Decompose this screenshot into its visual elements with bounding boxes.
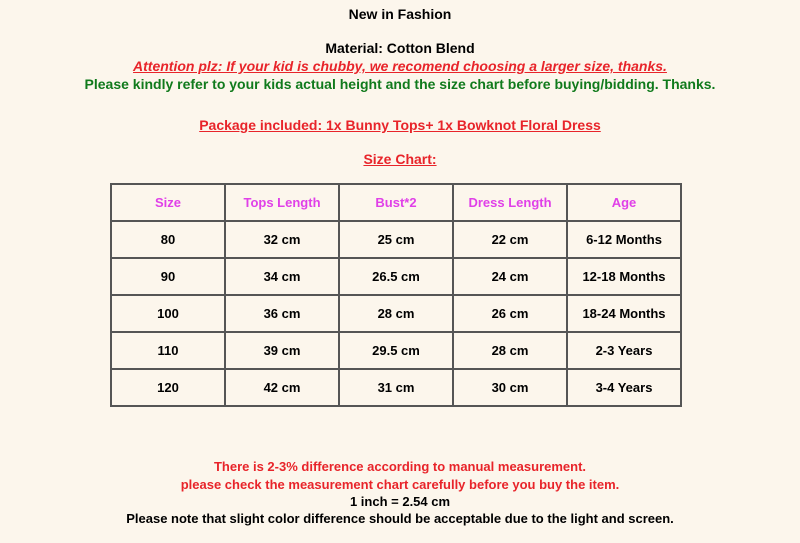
cell-dress-length: 28 cm	[453, 332, 567, 369]
size-chart-heading: Size Chart:	[363, 151, 437, 167]
cell-bust: 31 cm	[339, 369, 453, 406]
cell-tops-length: 39 cm	[225, 332, 339, 369]
cell-tops-length: 34 cm	[225, 258, 339, 295]
table-header-row	[111, 184, 681, 221]
inch-conversion-note: 1 inch = 2.54 cm	[349, 494, 451, 509]
table-row	[111, 258, 681, 295]
table-row	[111, 221, 681, 258]
cell-bust: 28 cm	[339, 295, 453, 332]
cell-bust: 29.5 cm	[339, 332, 453, 369]
measurement-difference-note: There is 2-3% difference according to manual measurement.	[213, 459, 587, 474]
table-row	[111, 295, 681, 332]
attention-notice: Attention plz: If your kid is chubby, we recomend choosing a larger size, thanks.	[133, 58, 667, 74]
table-row	[111, 332, 681, 369]
cell-size: 100	[111, 295, 225, 332]
package-included: Package included: 1x Bunny Tops+ 1x Bowknot Floral Dress	[199, 117, 601, 133]
cell-age: 3-4 Years	[567, 369, 681, 406]
cell-size: 110	[111, 332, 225, 369]
cell-age: 18-24 Months	[567, 295, 681, 332]
header-bust: Bust*2	[339, 184, 453, 221]
cell-bust: 26.5 cm	[339, 258, 453, 295]
cell-tops-length: 42 cm	[225, 369, 339, 406]
cell-dress-length: 24 cm	[453, 258, 567, 295]
cell-dress-length: 30 cm	[453, 369, 567, 406]
page-title: New in Fashion	[348, 6, 452, 22]
cell-tops-length: 36 cm	[225, 295, 339, 332]
size-chart-table	[110, 183, 682, 407]
cell-bust: 25 cm	[339, 221, 453, 258]
cell-tops-length: 32 cm	[225, 221, 339, 258]
cell-size: 90	[111, 258, 225, 295]
material-text: Material: Cotton Blend	[325, 40, 475, 56]
cell-age: 12-18 Months	[567, 258, 681, 295]
header-tops-length: Tops Length	[225, 184, 339, 221]
cell-age: 2-3 Years	[567, 332, 681, 369]
cell-size: 80	[111, 221, 225, 258]
cell-dress-length: 26 cm	[453, 295, 567, 332]
header-size: Size	[111, 184, 225, 221]
header-dress-length: Dress Length	[453, 184, 567, 221]
cell-age: 6-12 Months	[567, 221, 681, 258]
check-chart-note: please check the measurement chart carefully before you buy the item.	[180, 477, 620, 492]
cell-dress-length: 22 cm	[453, 221, 567, 258]
color-difference-note: Please note that slight color difference should be acceptable due to the light and screen.	[126, 511, 674, 526]
cell-size: 120	[111, 369, 225, 406]
refer-notice: Please kindly refer to your kids actual height and the size chart before buying/bidding. Thanks.	[84, 76, 716, 92]
header-age: Age	[567, 184, 681, 221]
table-row	[111, 369, 681, 406]
